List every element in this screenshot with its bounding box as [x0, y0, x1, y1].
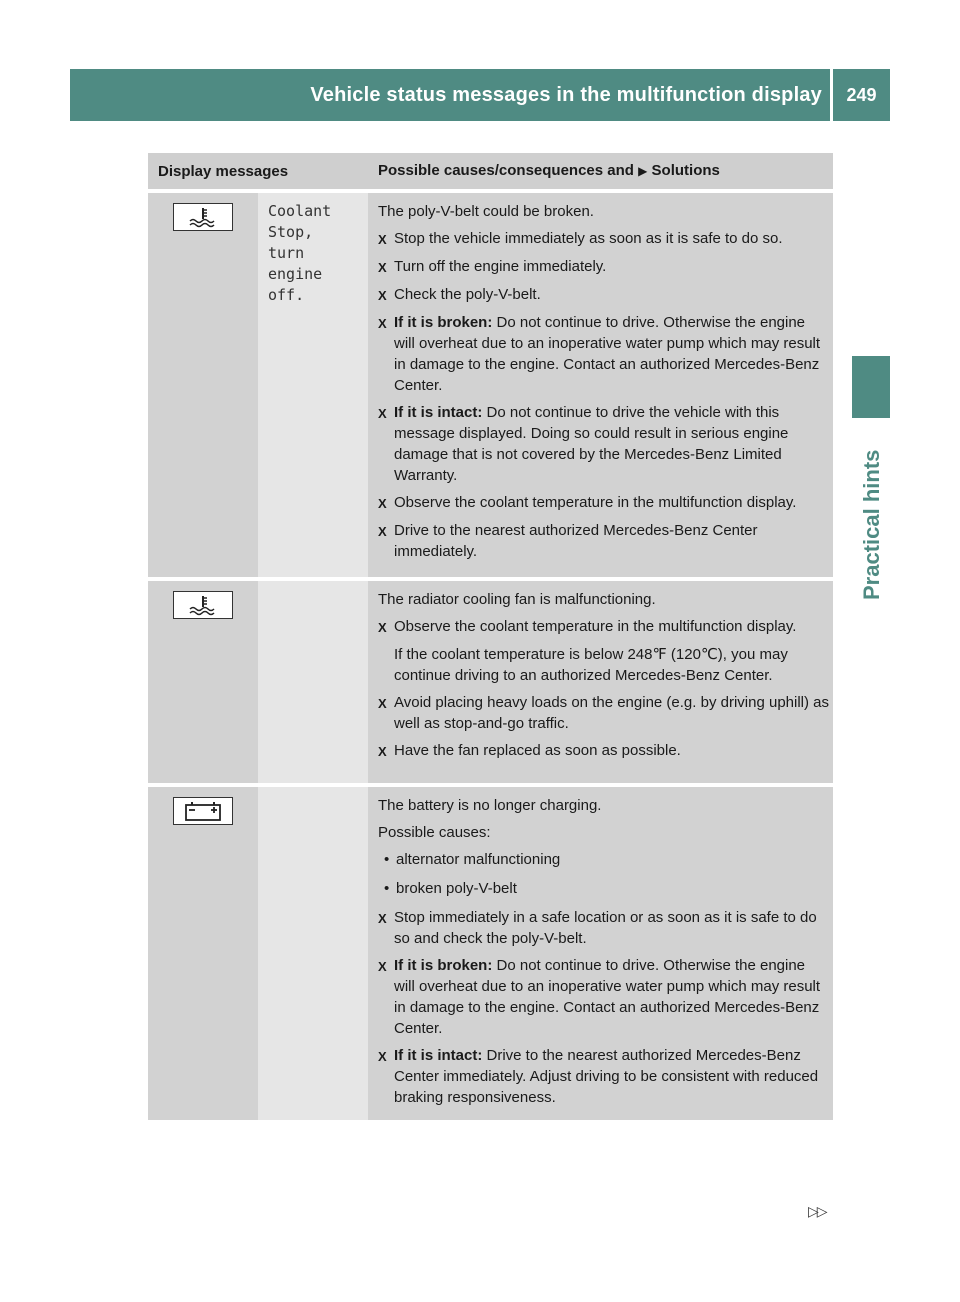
step-marker-icon: X	[378, 496, 387, 511]
step-marker-icon: X	[378, 620, 387, 635]
step-marker-icon: X	[378, 524, 387, 539]
step-marker-icon: X	[378, 959, 387, 974]
solution-note: If the coolant temperature is below 248℉ (120℃), you may continue driving to an authorized Mercedes-Benz Center.	[394, 646, 788, 684]
status-messages-table	[148, 153, 833, 1120]
arrow-right-icon: ▶	[638, 164, 648, 178]
solution-step: X Drive to the nearest authorized Mercedes-Benz Center immediately.	[378, 522, 758, 560]
header-display-messages: Display messages	[158, 162, 289, 180]
solution-step: X Turn off the engine immediately.	[378, 256, 829, 278]
step-marker-icon: X	[378, 911, 387, 926]
solution-step: X If it is intact: Do not continue to drive the vehicle with this message displayed. Doing so could result in serious engine damage that is not covered by the Mercedes-Benz Limited Warranty.	[378, 404, 789, 484]
table-row	[148, 577, 833, 783]
step-marker-icon: X	[378, 288, 387, 303]
header-bar	[70, 69, 890, 121]
coolant-temperature-icon	[173, 203, 233, 231]
message-line: turn	[268, 244, 305, 262]
table-header	[148, 153, 833, 189]
solution-step: X Check the poly-V-belt.	[378, 284, 829, 306]
message-cell	[258, 787, 368, 1120]
list-item: • broken poly-V-belt	[384, 880, 517, 897]
message-line: Stop,	[268, 223, 314, 241]
cause-text: The poly-V-belt could be broken.	[378, 203, 594, 220]
cause-text: The battery is no longer charging.	[378, 797, 602, 814]
solution-step: X Observe the coolant temperature in the multifunction display.	[378, 492, 829, 514]
solution-cell	[368, 193, 833, 577]
step-marker-icon: X	[378, 1049, 387, 1064]
step-marker-icon: X	[378, 406, 387, 421]
header-solutions-prefix: Possible causes/consequences and	[378, 162, 634, 179]
table-row	[148, 783, 833, 1120]
solution-step: X Stop immediately in a safe location or as soon as it is safe to do so and check the poly-V-belt.	[378, 909, 817, 947]
message-cell	[258, 581, 368, 783]
solution-step: X Stop the vehicle immediately as soon as it is safe to do so.	[378, 228, 829, 250]
cause-text: The radiator cooling fan is malfunctioning.	[378, 591, 656, 608]
message-cell	[258, 193, 368, 577]
solution-step: X If it is intact: Drive to the nearest authorized Mercedes-Benz Center immediately. Adjust driving to be consistent with reduced braking responsiveness.	[378, 1047, 819, 1106]
step-marker-icon: X	[378, 316, 387, 331]
list-item: • alternator malfunctioning	[384, 851, 561, 868]
header-solutions-suffix: Solutions	[651, 162, 720, 179]
icon-cell	[148, 581, 258, 783]
icon-cell	[148, 193, 258, 577]
side-tab-label: Practical hints	[859, 449, 884, 600]
step-marker-icon: X	[378, 260, 387, 275]
message-line: Coolant	[268, 202, 332, 220]
causes-label: Possible causes:	[378, 824, 491, 841]
solution-step: X If it is broken: Do not continue to drive. Otherwise the engine will overheat due to an inoperative water pump which may result in damage to the engine. Contact an authorized Mercedes-Benz Center.	[378, 957, 821, 1037]
coolant-temperature-icon	[173, 591, 233, 619]
continue-icon: ▷▷	[808, 1203, 826, 1219]
step-marker-icon: X	[378, 232, 387, 247]
bullet-icon: •	[384, 880, 390, 897]
page-number: 249	[846, 85, 877, 105]
solution-step: X Have the fan replaced as soon as possible.	[378, 740, 829, 762]
icon-cell	[148, 787, 258, 1120]
side-tab-block	[852, 356, 890, 418]
side-tab	[852, 430, 890, 610]
message-line: off.	[268, 286, 305, 304]
table-row	[148, 189, 833, 577]
solution-step: X Observe the coolant temperature in the multifunction display.	[378, 616, 829, 638]
battery-icon	[173, 797, 233, 825]
header-solutions	[368, 160, 833, 182]
message-line: engine	[268, 265, 323, 283]
page-title: Vehicle status messages in the multifunction display	[310, 84, 822, 106]
step-marker-icon: X	[378, 744, 387, 759]
bullet-icon: •	[384, 851, 390, 868]
solution-step: X Avoid placing heavy loads on the engine (e.g. by driving uphill) as well as stop-and-go traffic.	[378, 694, 829, 732]
solution-cell	[368, 581, 833, 783]
solution-step: X If it is broken: Do not continue to drive. Otherwise the engine will overheat due to an inoperative water pump which may result in damage to the engine. Contact an authorized Mercedes-Benz Center.	[378, 314, 821, 394]
solution-cell	[368, 787, 833, 1120]
step-marker-icon: X	[378, 696, 387, 711]
